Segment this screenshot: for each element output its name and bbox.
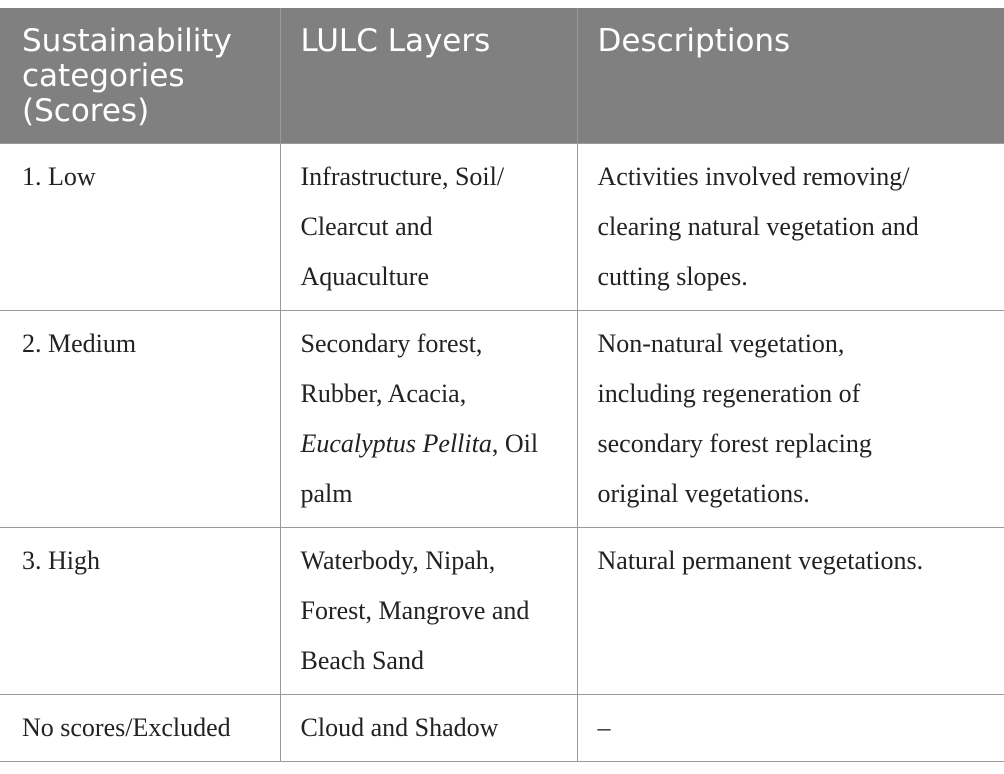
layers-line: Infrastructure, Soil/ <box>300 162 505 191</box>
category-cell <box>0 528 280 695</box>
sustainability-table <box>0 8 1004 762</box>
description-cell <box>577 144 1004 311</box>
header-sustainability-categories <box>0 8 280 144</box>
table-row <box>0 311 1004 528</box>
category-cell <box>0 695 280 762</box>
category-cell <box>0 144 280 311</box>
description-cell <box>577 528 1004 695</box>
description-cell <box>577 695 1004 762</box>
layers-line: Beach Sand <box>300 646 424 675</box>
description-line: Natural permanent vegetations. <box>597 546 924 575</box>
layers-line: Waterbody, Nipah, <box>300 546 496 575</box>
category-label: No scores/Excluded <box>22 713 231 742</box>
layers-cell <box>280 311 577 528</box>
table-row <box>0 144 1004 311</box>
layers-line: Aquaculture <box>300 262 430 291</box>
header-line: Sustainability <box>22 23 232 59</box>
layers-line: Cloud and Shadow <box>300 713 499 742</box>
category-cell <box>0 311 280 528</box>
description-line: original vegetations. <box>597 479 810 508</box>
table-row <box>0 695 1004 762</box>
description-line: – <box>597 713 611 742</box>
layers-cell <box>280 144 577 311</box>
description-line: cutting slopes. <box>597 262 748 291</box>
layers-italic-species: Eucalyptus Pellita <box>300 429 492 458</box>
header-descriptions <box>577 8 1004 144</box>
header-line: LULC Layers <box>300 23 491 59</box>
header-line: categories <box>22 58 185 94</box>
layers-line: Clearcut and <box>300 212 433 241</box>
description-line: secondary forest replacing <box>597 429 872 458</box>
layers-cell <box>280 528 577 695</box>
category-label: 1. Low <box>22 162 96 191</box>
layers-line: Rubber, Acacia, <box>300 379 467 408</box>
description-line: Non-natural vegetation, <box>597 329 845 358</box>
description-line: including regeneration of <box>597 379 861 408</box>
layers-line: , Oil <box>491 429 539 458</box>
layers-line: Forest, Mangrove and <box>300 596 530 625</box>
description-line: Activities involved removing/ <box>597 162 910 191</box>
table-header-row <box>0 8 1004 144</box>
table-row <box>0 528 1004 695</box>
layers-cell <box>280 695 577 762</box>
layers-line: palm <box>300 479 353 508</box>
category-label: 3. High <box>22 546 100 575</box>
header-lulc-layers <box>280 8 577 144</box>
layers-line: Secondary forest, <box>300 329 483 358</box>
category-label: 2. Medium <box>22 329 137 358</box>
description-cell <box>577 311 1004 528</box>
header-line: (Scores) <box>22 93 150 129</box>
description-line: clearing natural vegetation and <box>597 212 919 241</box>
header-line: Descriptions <box>597 23 791 59</box>
